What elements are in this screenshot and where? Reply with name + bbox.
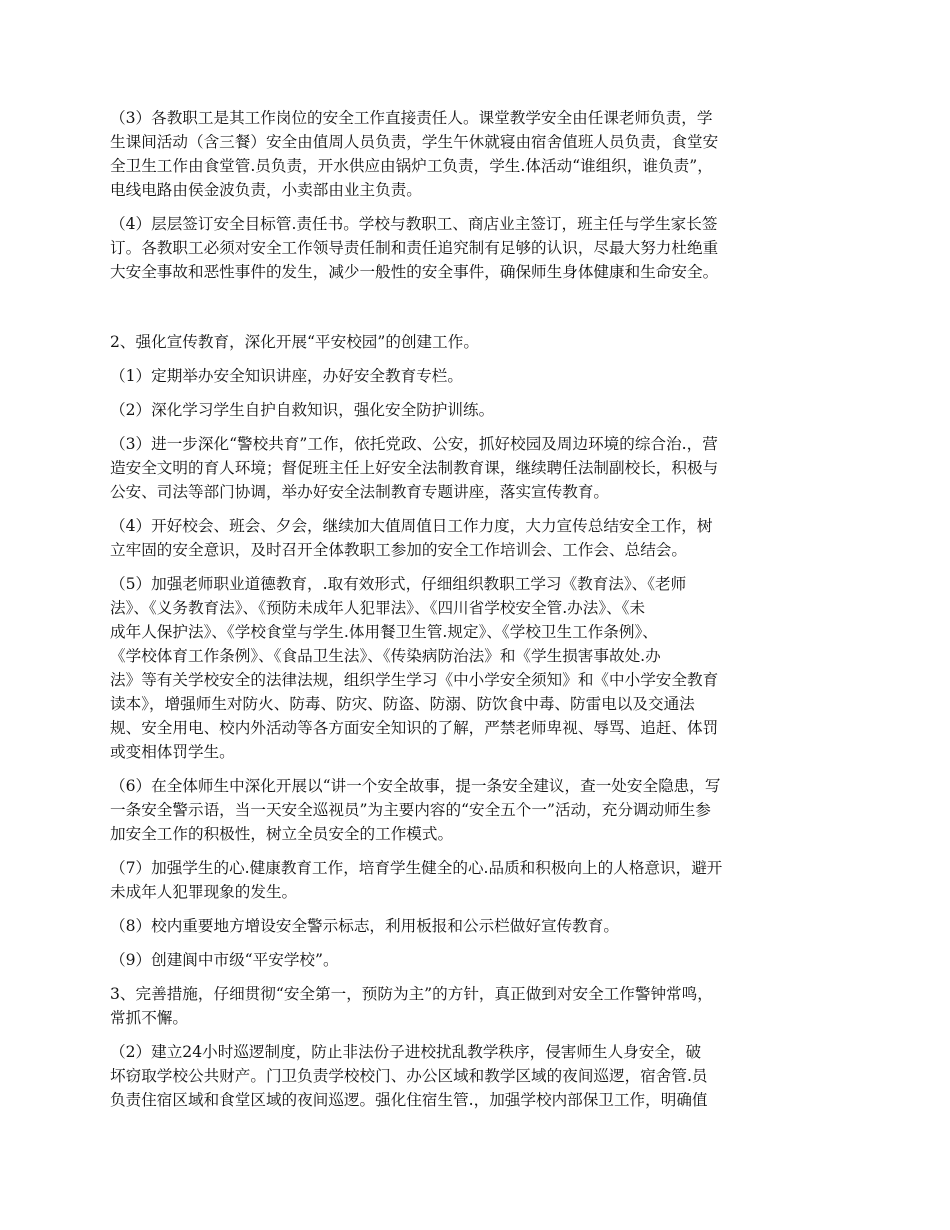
paragraph-item-7: （7）加强学生的心.健康教育工作，培育学生健全的心.品质和积极向上的人格意识，避开 未成年人犯罪现象的发生。 (110, 859, 723, 901)
paragraph-patrol-system: （2）建立24小时巡逻制度，防止非法份子进校扰乱教学秩序，侵害师生人身安全，破 坏窃取学校公共财产。门卫负责学校校门、办公区域和教学区域的夜间巡逻，宿舍管.员 负责住宿区域和食堂区域的夜间巡逻。强化住宿生管.，加强学校内部保卫工作，明确值 (110, 1043, 708, 1109)
paragraph-item-3: （3）进一步深化“警校共育”工作，依托党政、公安，抓好校园及周边环境的综合治.，营 造安全文明的育人环境；督促班主任上好安全法制教育课，继续聘任法制副校长，积极与 公安、司法等部门协调，举办好安全法制教育专题讲座，落实宣传教育。 (110, 435, 719, 501)
paragraph-item-8: （8）校内重要地方增设安全警示标志，利用板报和公示栏做好宣传教育。 (110, 917, 619, 935)
paragraph-item-2: （2）深化学习学生自护自救知识，强化安全防护训练。 (110, 401, 495, 419)
section-spacer (110, 294, 840, 330)
paragraph-duty-responsibility: （3）各教职工是其工作岗位的安全工作直接责任人。课堂教学安全由任课老师负责，学 生课间活动（含三餐）安全由值周人员负责，学生午休就寝由宿舍值班人员负责，食堂安 全卫生工作由食堂管.员负责，开水供应由锅炉工负责，学生.体活动“谁组织，谁负责”， 电线电路由侯金波负责，小卖部由业主负责。 (110, 109, 719, 199)
document-page (110, 106, 840, 1122)
paragraph-item-4: （4）开好校会、班会、夕会，继续加大值周值日工作力度，大力宣传总结安全工作，树 立牢固的安全意识，及时召开全体教职工参加的安全工作培训会、工作会、总结会。 (110, 517, 713, 559)
section-heading-3: 3、完善措施，仔细贯彻“安全第一，预防为主”的方针，真正做到对安全工作警钟常鸣， 常抓不懈。 (110, 985, 713, 1027)
paragraph-safety-target-contract: （4）层层签订安全目标管.责任书。学校与教职工、商店业主签订，班主任与学生家长签 订。各教职工必须对安全工作领导责任制和责任追究制有足够的认识，尽最大努力杜绝重 大安全事故和恶性事件的发生，减少一般性的安全事件，确保师生身体健康和生命安全。 (110, 215, 719, 281)
paragraph-item-5: （5）加强老师职业道德教育，.取有效形式，仔细组织教职工学习《教育法》、《老师 法》、《义务教育法》、《预防未成年人犯罪法》、《四川省学校安全管.办法》、《未 成年人保护法》、《学校食堂与学生.体用餐卫生管.规定》、《学校卫生工作条例》、 《学校体育工作条例》、《食品卫生法》、《传染病防治法》和《学生损害事故处.办 法》等有关学校安全的法律法规，组织学生学习《中小学安全须知》和《中小学安全教育 读本》，增强师生对防火、防毒、防灾、防盗、防溺、防饮食中毒、防雷电以及交通法 规、安全用电、校内外活动等各方面安全知识的了解，严禁老师卑视、辱骂、追赶、体罚 或变相体罚学生。 (110, 575, 719, 761)
paragraph-item-9: （9）创建阆中市级“平安学校”。 (110, 951, 339, 969)
section-heading-2: 2、强化宣传教育，深化开展“平安校园”的创建工作。 (110, 333, 479, 351)
paragraph-item-6: （6）在全体师生中深化开展以“讲一个安全故事，提一条安全建议，查一处安全隐患，写 一条安全警示语，当一天安全巡视员”为主要内容的“安全五个一”活动，充分调动师生参 加安全工作的积极性，树立全员安全的工作模式。 (110, 777, 721, 843)
paragraph-item-1: （1）定期举办安全知识讲座，办好安全教育专栏。 (110, 367, 463, 385)
